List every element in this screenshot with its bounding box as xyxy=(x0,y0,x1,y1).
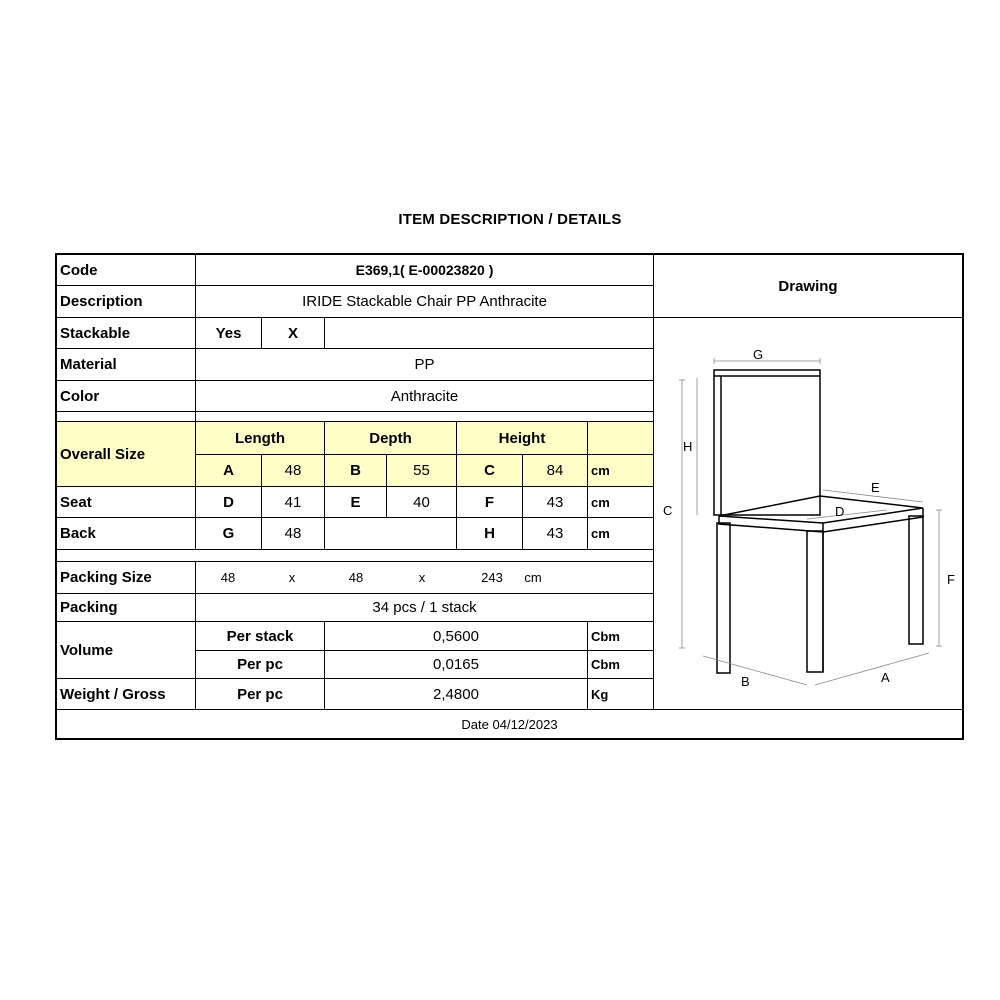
stackable-mark: X xyxy=(287,324,298,342)
back-height-value: 43 xyxy=(546,525,564,542)
overall-length-value: 48 xyxy=(262,455,324,486)
seat-depth-letter: E xyxy=(350,493,361,511)
dim-label-c: C xyxy=(663,503,673,518)
weight-unit: Kg xyxy=(591,686,609,702)
overall-unit: cm xyxy=(588,455,653,486)
packing-size-label: Packing Size xyxy=(60,569,152,586)
chair-leg-shape xyxy=(717,523,730,673)
packing-size-unit: cm xyxy=(524,570,542,585)
length-header: Length xyxy=(196,422,324,454)
code-label: Code xyxy=(60,261,98,279)
overall-length-letter: A xyxy=(196,455,261,486)
code-value: E369,1( E-00023820 ) xyxy=(355,262,494,278)
back-unit: cm xyxy=(591,526,610,541)
row-divider xyxy=(56,549,654,550)
seat-label: Seat xyxy=(60,493,92,511)
packing-size-height: 243 xyxy=(481,570,503,585)
back-height-letter: H xyxy=(484,525,495,542)
overall-depth-value: 55 xyxy=(387,455,456,486)
column-divider xyxy=(653,255,654,709)
seat-length-value: 41 xyxy=(284,493,302,511)
overall-height-letter: C xyxy=(457,455,522,486)
document-title: ITEM DESCRIPTION / DETAILS xyxy=(398,211,622,228)
packing-size-sep: x xyxy=(288,570,296,585)
row-divider xyxy=(56,411,654,412)
header-blank xyxy=(588,422,653,454)
seat-depth-value: 40 xyxy=(413,493,430,511)
back-label: Back xyxy=(60,525,96,542)
packing-size-sep: x xyxy=(418,570,426,585)
chair-drawing xyxy=(655,318,962,708)
dim-label-a: A xyxy=(881,670,890,685)
volume-per-pc-unit: Cbm xyxy=(591,657,620,672)
seat-unit: cm xyxy=(591,494,610,510)
dim-label-f: F xyxy=(947,572,955,587)
seat-height-value: 43 xyxy=(546,493,564,511)
dim-label-g: G xyxy=(753,347,764,362)
drawing-label: Drawing xyxy=(778,277,838,295)
material-label: Material xyxy=(60,356,117,373)
seat-height-letter: F xyxy=(484,493,495,511)
packing-size-length: 48 xyxy=(220,570,236,585)
volume-per-pc-label: Per pc xyxy=(237,656,283,673)
volume-per-pc-value: 0,0165 xyxy=(433,656,479,673)
volume-per-stack-unit: Cbm xyxy=(591,628,620,644)
chair-back-shape xyxy=(714,370,820,515)
date-footer: Date 04/12/2023 xyxy=(461,716,558,732)
dim-label-h: H xyxy=(683,439,693,454)
height-header: Height xyxy=(457,422,587,454)
chair-drawing-svg xyxy=(655,318,962,708)
dim-label-b: B xyxy=(741,674,750,689)
overall-depth-letter: B xyxy=(325,455,386,486)
description-label: Description xyxy=(60,293,143,310)
color-label: Color xyxy=(60,387,100,405)
stackable-label: Stackable xyxy=(60,324,131,342)
column-divider xyxy=(324,317,325,348)
packing-size-width: 48 xyxy=(348,570,364,585)
weight-per-pc-label: Per pc xyxy=(237,685,283,703)
back-length-value: 48 xyxy=(284,525,302,542)
back-length-letter: G xyxy=(222,525,235,542)
dim-label-d: D xyxy=(835,504,845,519)
overall-size-label: Overall Size xyxy=(57,422,195,486)
packing-label: Packing xyxy=(60,599,118,616)
overall-height-value: 84 xyxy=(523,455,587,486)
chair-leg-shape xyxy=(807,531,823,672)
volume-per-stack-label: Per stack xyxy=(226,627,294,645)
volume-per-stack-value: 0,5600 xyxy=(433,627,479,645)
material-value: PP xyxy=(414,356,435,373)
color-value: Anthracite xyxy=(390,387,459,405)
seat-length-letter: D xyxy=(223,493,234,511)
depth-header: Depth xyxy=(325,422,456,454)
packing-value: 34 pcs / 1 stack xyxy=(372,599,477,616)
stackable-option: Yes xyxy=(215,324,242,342)
chair-seat-shape xyxy=(719,496,923,523)
weight-label: Weight / Gross xyxy=(60,685,166,703)
dim-label-e: E xyxy=(871,480,880,495)
volume-label: Volume xyxy=(60,641,114,659)
chair-leg-shape xyxy=(909,516,923,644)
weight-value: 2,4800 xyxy=(433,685,479,703)
description-value: IRIDE Stackable Chair PP Anthracite xyxy=(302,293,547,310)
